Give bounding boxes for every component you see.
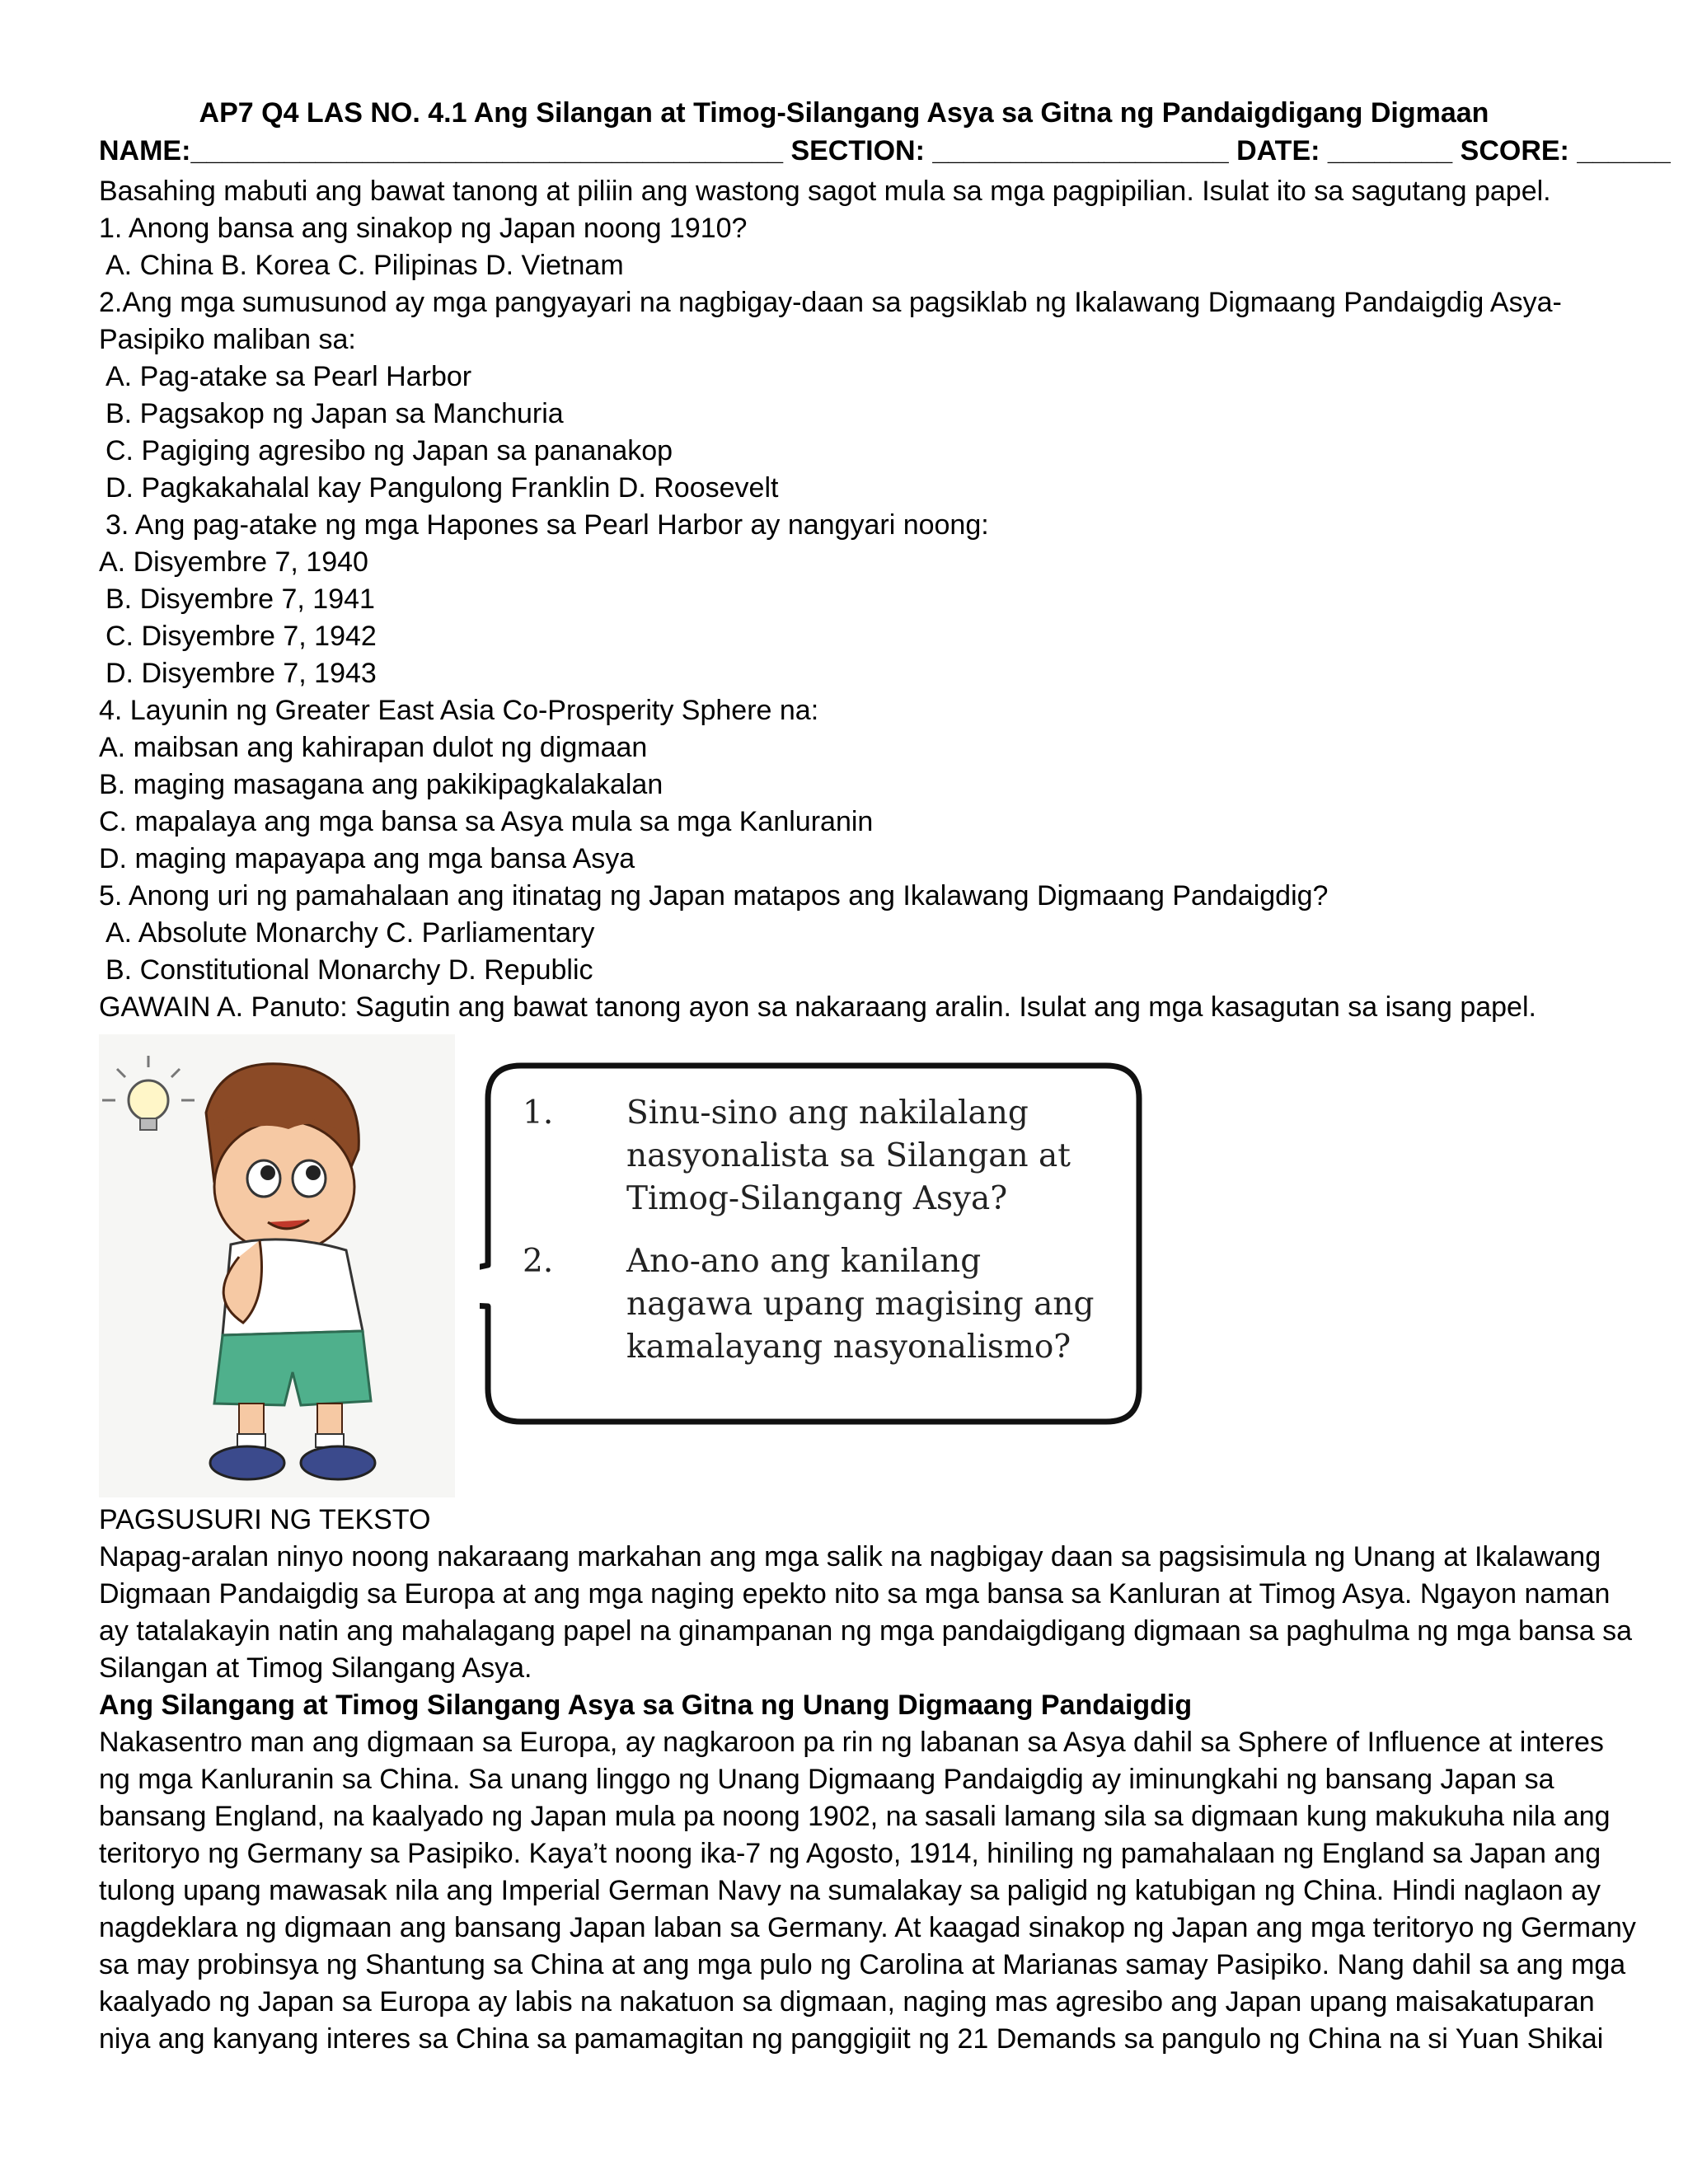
- score-blank: ______: [1577, 135, 1671, 166]
- paragraph-1-line-2: Digmaan Pandaigdig sa Europa at ang mga naging epekto nito sa mga bansa sa Kanluran at Timog Asya. Ngayon naman: [99, 1578, 1611, 1610]
- question-3: 3. Ang pag-atake ng mga Hapones sa Pearl Harbor ay nangyari noong:: [106, 509, 989, 541]
- bubble-item-2-number: 2.: [523, 1243, 554, 1280]
- question-4-option-b: B. maging masagana ang pakikipagkalakalan: [99, 769, 663, 800]
- question-4-option-d: D. maging mapayapa ang mga bansa Asya: [99, 843, 635, 874]
- thinking-boy-illustration: [99, 1034, 455, 1497]
- question-3-option-c: C. Disyembre 7, 1942: [106, 621, 377, 652]
- question-2-line1: 2.Ang mga sumusunod ay mga pangyayari na nagbigay-daan sa pagsiklab ng Ikalawang Digmaang Pandaigdig Asya-: [99, 287, 1562, 318]
- question-2-line2: Pasipiko maliban sa:: [99, 324, 356, 355]
- paragraph-2-line-8: kaalyado ng Japan sa Europa ay labis na nakatuon sa digmaan, naging mas agresibo ang Japan upang maisakatuparan: [99, 1986, 1595, 2018]
- score-label: SCORE:: [1460, 135, 1569, 166]
- instructions: Basahing mabuti ang bawat tanong at piliin ang wastong sagot mula sa mga pagpipilian. Isulat ito sa sagutang papel.: [99, 176, 1551, 207]
- bubble-item-2-line-2: nagawa upang magising ang: [626, 1286, 1095, 1323]
- question-5: 5. Anong uri ng pamahalaan ang itinatag ng Japan matapos ang Ikalawang Digmaang Pandaigdig?: [99, 880, 1329, 912]
- section-subheading: Ang Silangang at Timog Silangang Asya sa Gitna ng Unang Digmaang Pandaigdig: [99, 1690, 1193, 1721]
- question-2-option-a: A. Pag-atake sa Pearl Harbor: [106, 361, 472, 392]
- name-label: NAME:: [99, 135, 191, 166]
- student-info-row: [99, 135, 1671, 167]
- question-1-options: A. China B. Korea C. Pilipinas D. Vietnam: [106, 250, 624, 281]
- paragraph-2-line-9: niya ang kanyang interes sa China sa pamamagitan ng panggigiit ng 21 Demands sa pangulo ng China na si Yuan Shikai: [99, 2023, 1604, 2055]
- question-3-option-d: D. Disyembre 7, 1943: [106, 658, 377, 689]
- question-2-option-c: C. Pagiging agresibo ng Japan sa pananakop: [106, 435, 673, 466]
- bubble-item-1-line-2: nasyonalista sa Silangan at: [626, 1137, 1071, 1174]
- worksheet-title: AP7 Q4 LAS NO. 4.1 Ang Silangan at Timog-Silangang Asya sa Gitna ng Pandaigdigang Digmaan: [199, 97, 1489, 129]
- paragraph-1-line-3: ay tatalakayin natin ang mahalagang papel na ginampanan ng mga pandaigdigang digmaan sa paghulma ng mga bansa sa: [99, 1615, 1633, 1647]
- bubble-item-1-line-1: Sinu-sino ang nakilalang: [626, 1094, 1029, 1132]
- paragraph-2-line-2: ng mga Kanluranin sa China. Sa unang linggo ng Unang Digmaang Pandaigdig ay iminungkahi ng bansang Japan sa: [99, 1764, 1554, 1795]
- date-blank: ________: [1327, 135, 1453, 166]
- pagsusuri-heading: PAGSUSURI NG TEKSTO: [99, 1504, 431, 1535]
- paragraph-2-line-1: Nakasentro man ang digmaan sa Europa, ay nagkaroon pa rin ng labanan sa Asya dahil sa Sphere of Influence at interes: [99, 1727, 1604, 1758]
- bubble-item-2-line-3: kamalayang nasyonalismo?: [626, 1329, 1071, 1366]
- paragraph-2-line-6: nagdeklara ng digmaan ang bansang Japan laban sa Germany. At kaagad sinakop ng Japan ang mga teritoryo ng Germany: [99, 1912, 1636, 1943]
- question-1: 1. Anong bansa ang sinakop ng Japan noong 1910?: [99, 213, 748, 244]
- question-5-options-bd: B. Constitutional Monarchy D. Republic: [106, 954, 593, 986]
- question-2-option-b: B. Pagsakop ng Japan sa Manchuria: [106, 398, 564, 429]
- bubble-item-1-line-3: Timog-Silangang Asya?: [626, 1180, 1008, 1217]
- paragraph-2-line-4: teritoryo ng Germany sa Pasipiko. Kaya’t noong ika-7 ng Agosto, 1914, hiniling ng pamahalaan ng England sa Japan ang: [99, 1838, 1601, 1869]
- question-3-option-a: A. Disyembre 7, 1940: [99, 546, 368, 578]
- paragraph-2-line-7: sa may probinsya ng Shantung sa China at ang mga pulo ng Carolina at Marianas samay Pasipiko. Nang dahil sa ang mga: [99, 1949, 1626, 1980]
- section-blank: ___________________: [932, 135, 1229, 166]
- paragraph-2-line-5: tulong upang mawasak nila ang Imperial German Navy na sumalakay sa paligid ng katubigan ng China. Hindi naglaon ay: [99, 1875, 1601, 1906]
- date-label: DATE:: [1236, 135, 1320, 166]
- speech-bubble: [480, 1059, 1146, 1430]
- name-blank: ______________________________________: [190, 135, 783, 166]
- bubble-item-2-line-1: Ano-ano ang kanilang: [626, 1243, 982, 1280]
- paragraph-2-line-3: bansang England, na kaalyado ng Japan mula pa noong 1902, na sasali lamang sila sa digmaan kung makukuha nila ang: [99, 1801, 1611, 1832]
- bubble-item-1-number: 1.: [523, 1094, 554, 1132]
- question-2-option-d: D. Pagkakahalal kay Pangulong Franklin D. Roosevelt: [106, 472, 779, 504]
- section-label: SECTION:: [790, 135, 925, 166]
- gawain-heading: GAWAIN A. Panuto: Sagutin ang bawat tanong ayon sa nakaraang aralin. Isulat ang mga kasagutan sa isang papel.: [99, 991, 1536, 1023]
- paragraph-1-line-4: Silangan at Timog Silangang Asya.: [99, 1652, 532, 1684]
- question-4: 4. Layunin ng Greater East Asia Co-Prosperity Sphere na:: [99, 695, 819, 726]
- question-4-option-a: A. maibsan ang kahirapan dulot ng digmaan: [99, 732, 648, 763]
- paragraph-1-line-1: Napag-aralan ninyo noong nakaraang markahan ang mga salik na nagbigay daan sa pagsisimula ng Unang at Ikalawang: [99, 1541, 1601, 1572]
- question-4-option-c: C. mapalaya ang mga bansa sa Asya mula sa mga Kanluranin: [99, 806, 874, 837]
- question-3-option-b: B. Disyembre 7, 1941: [106, 583, 375, 615]
- question-5-options-ac: A. Absolute Monarchy C. Parliamentary: [106, 917, 595, 949]
